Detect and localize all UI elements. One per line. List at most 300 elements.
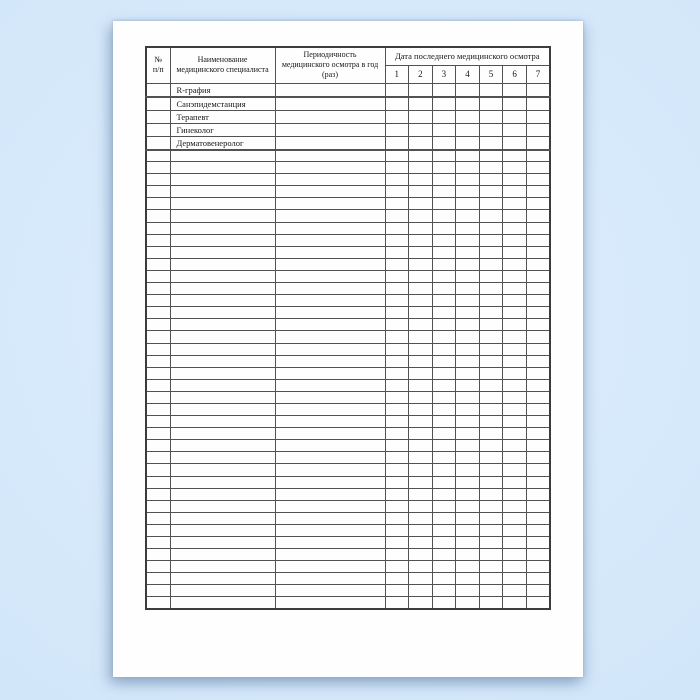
cell-date xyxy=(385,500,409,512)
cell-date xyxy=(385,464,409,476)
cell-date xyxy=(432,488,456,500)
table-row xyxy=(146,343,550,355)
cell-date xyxy=(526,500,550,512)
cell-specialist xyxy=(170,403,275,415)
table-row xyxy=(146,597,550,609)
cell-specialist xyxy=(170,295,275,307)
cell-date xyxy=(385,246,409,258)
cell-date xyxy=(479,319,503,331)
cell-date xyxy=(385,186,409,198)
cell-date xyxy=(526,355,550,367)
header-row-top xyxy=(146,47,550,65)
cell-date xyxy=(526,343,550,355)
medical-exam-table xyxy=(145,46,551,610)
cell-num xyxy=(146,110,170,123)
cell-date xyxy=(503,549,527,561)
cell-num xyxy=(146,573,170,585)
cell-num xyxy=(146,97,170,111)
table-row xyxy=(146,210,550,222)
cell-date xyxy=(526,283,550,295)
cell-periodicity xyxy=(275,524,385,536)
cell-date xyxy=(432,150,456,162)
cell-date xyxy=(479,537,503,549)
cell-date xyxy=(526,428,550,440)
cell-num xyxy=(146,222,170,234)
cell-date xyxy=(503,186,527,198)
cell-date xyxy=(479,150,503,162)
cell-specialist: Гинеколог xyxy=(170,123,275,136)
cell-num xyxy=(146,379,170,391)
cell-date xyxy=(526,162,550,174)
cell-date xyxy=(526,307,550,319)
cell-date xyxy=(456,110,480,123)
cell-date xyxy=(503,452,527,464)
cell-periodicity xyxy=(275,500,385,512)
cell-date xyxy=(526,246,550,258)
table-row xyxy=(146,561,550,573)
cell-date xyxy=(409,367,433,379)
cell-date xyxy=(503,283,527,295)
cell-date xyxy=(526,198,550,210)
cell-date xyxy=(503,561,527,573)
cell-date xyxy=(432,198,456,210)
table-row xyxy=(146,258,550,270)
table-row xyxy=(146,97,550,111)
cell-periodicity xyxy=(275,295,385,307)
cell-date xyxy=(503,246,527,258)
cell-date xyxy=(456,150,480,162)
table-row xyxy=(146,331,550,343)
table-row xyxy=(146,500,550,512)
cell-date xyxy=(503,403,527,415)
cell-date xyxy=(526,367,550,379)
cell-periodicity xyxy=(275,476,385,488)
cell-date xyxy=(385,136,409,150)
cell-date xyxy=(479,222,503,234)
cell-date xyxy=(526,97,550,111)
cell-date xyxy=(456,416,480,428)
cell-date xyxy=(385,561,409,573)
cell-date xyxy=(409,110,433,123)
cell-date xyxy=(479,295,503,307)
cell-num xyxy=(146,270,170,282)
cell-date xyxy=(479,123,503,136)
cell-periodicity xyxy=(275,198,385,210)
cell-date xyxy=(385,97,409,111)
cell-specialist xyxy=(170,488,275,500)
cell-date xyxy=(526,537,550,549)
header-date-col: 7 xyxy=(526,65,550,83)
cell-date xyxy=(432,343,456,355)
cell-date xyxy=(456,585,480,597)
cell-num xyxy=(146,561,170,573)
cell-date xyxy=(479,573,503,585)
cell-date xyxy=(526,222,550,234)
cell-date xyxy=(409,174,433,186)
table-row xyxy=(146,367,550,379)
cell-date xyxy=(409,379,433,391)
cell-date xyxy=(432,464,456,476)
cell-date xyxy=(503,391,527,403)
cell-date xyxy=(503,331,527,343)
cell-specialist xyxy=(170,512,275,524)
header-num: № п/п xyxy=(146,47,170,83)
cell-specialist xyxy=(170,524,275,536)
cell-periodicity xyxy=(275,258,385,270)
cell-specialist xyxy=(170,319,275,331)
cell-specialist xyxy=(170,198,275,210)
cell-specialist xyxy=(170,452,275,464)
cell-specialist xyxy=(170,234,275,246)
cell-date xyxy=(432,597,456,609)
cell-periodicity xyxy=(275,391,385,403)
table-row xyxy=(146,585,550,597)
cell-date xyxy=(503,307,527,319)
cell-num xyxy=(146,331,170,343)
cell-date xyxy=(409,283,433,295)
cell-num xyxy=(146,488,170,500)
cell-date xyxy=(432,476,456,488)
cell-date xyxy=(409,123,433,136)
cell-date xyxy=(526,136,550,150)
cell-date xyxy=(503,573,527,585)
cell-num xyxy=(146,343,170,355)
cell-periodicity xyxy=(275,561,385,573)
table-row xyxy=(146,549,550,561)
cell-date xyxy=(503,537,527,549)
cell-date xyxy=(385,270,409,282)
cell-date xyxy=(503,597,527,609)
table-row xyxy=(146,476,550,488)
cell-date xyxy=(409,585,433,597)
cell-date xyxy=(432,319,456,331)
cell-date xyxy=(385,162,409,174)
cell-date xyxy=(526,391,550,403)
table-row xyxy=(146,110,550,123)
cell-date xyxy=(432,283,456,295)
cell-periodicity xyxy=(275,440,385,452)
cell-date xyxy=(409,428,433,440)
cell-date xyxy=(503,379,527,391)
cell-specialist xyxy=(170,270,275,282)
cell-periodicity xyxy=(275,97,385,111)
cell-date xyxy=(456,367,480,379)
cell-date xyxy=(409,258,433,270)
table-row xyxy=(146,537,550,549)
table-row xyxy=(146,416,550,428)
cell-date xyxy=(385,416,409,428)
cell-periodicity xyxy=(275,83,385,97)
table-row xyxy=(146,573,550,585)
cell-date xyxy=(526,549,550,561)
cell-date xyxy=(456,512,480,524)
cell-periodicity xyxy=(275,136,385,150)
cell-date xyxy=(479,258,503,270)
cell-periodicity xyxy=(275,162,385,174)
table-row xyxy=(146,391,550,403)
cell-periodicity xyxy=(275,222,385,234)
cell-date xyxy=(432,258,456,270)
cell-date xyxy=(432,234,456,246)
cell-date xyxy=(526,524,550,536)
cell-date xyxy=(479,331,503,343)
header-date-col: 6 xyxy=(503,65,527,83)
table-row xyxy=(146,136,550,150)
cell-date xyxy=(432,549,456,561)
cell-periodicity xyxy=(275,549,385,561)
table-row xyxy=(146,428,550,440)
cell-date xyxy=(503,319,527,331)
table-row xyxy=(146,512,550,524)
table-row xyxy=(146,234,550,246)
cell-num xyxy=(146,295,170,307)
cell-date xyxy=(385,476,409,488)
cell-date xyxy=(479,391,503,403)
cell-num xyxy=(146,319,170,331)
cell-date xyxy=(479,367,503,379)
cell-date xyxy=(432,270,456,282)
cell-date xyxy=(432,379,456,391)
cell-date xyxy=(432,295,456,307)
cell-date xyxy=(526,174,550,186)
cell-date xyxy=(526,476,550,488)
cell-periodicity xyxy=(275,234,385,246)
cell-date xyxy=(409,136,433,150)
cell-date xyxy=(479,270,503,282)
cell-date xyxy=(456,488,480,500)
cell-date xyxy=(526,210,550,222)
cell-date xyxy=(503,428,527,440)
cell-date xyxy=(456,452,480,464)
cell-periodicity xyxy=(275,174,385,186)
cell-date xyxy=(456,464,480,476)
cell-date xyxy=(503,585,527,597)
cell-periodicity xyxy=(275,150,385,162)
cell-specialist xyxy=(170,585,275,597)
cell-date xyxy=(409,307,433,319)
cell-num xyxy=(146,391,170,403)
cell-date xyxy=(385,123,409,136)
cell-date xyxy=(503,97,527,111)
cell-date xyxy=(503,488,527,500)
cell-date xyxy=(432,355,456,367)
cell-date xyxy=(479,549,503,561)
cell-date xyxy=(503,476,527,488)
table-row xyxy=(146,403,550,415)
cell-date xyxy=(409,186,433,198)
cell-date xyxy=(503,174,527,186)
cell-date xyxy=(385,234,409,246)
cell-date xyxy=(432,573,456,585)
cell-date xyxy=(456,210,480,222)
cell-periodicity xyxy=(275,283,385,295)
cell-date xyxy=(432,83,456,97)
cell-date xyxy=(479,597,503,609)
cell-date xyxy=(409,343,433,355)
cell-date xyxy=(432,222,456,234)
cell-date xyxy=(432,440,456,452)
header-specialist-name: Наименование медицинского специалиста xyxy=(170,47,275,83)
cell-date xyxy=(456,222,480,234)
cell-periodicity xyxy=(275,210,385,222)
cell-date xyxy=(503,222,527,234)
cell-date xyxy=(503,464,527,476)
cell-date xyxy=(479,343,503,355)
table-row xyxy=(146,222,550,234)
cell-date xyxy=(526,403,550,415)
table-row xyxy=(146,295,550,307)
cell-date xyxy=(526,83,550,97)
cell-date xyxy=(385,307,409,319)
cell-periodicity xyxy=(275,270,385,282)
cell-num xyxy=(146,428,170,440)
cell-date xyxy=(526,234,550,246)
cell-date xyxy=(385,150,409,162)
cell-specialist xyxy=(170,597,275,609)
cell-date xyxy=(456,524,480,536)
cell-date xyxy=(456,428,480,440)
cell-num xyxy=(146,83,170,97)
cell-date xyxy=(479,283,503,295)
cell-date xyxy=(385,110,409,123)
cell-date xyxy=(432,561,456,573)
cell-num xyxy=(146,210,170,222)
cell-num xyxy=(146,136,170,150)
cell-specialist xyxy=(170,150,275,162)
table-body xyxy=(146,83,550,609)
cell-num xyxy=(146,174,170,186)
cell-specialist xyxy=(170,367,275,379)
table-row xyxy=(146,452,550,464)
cell-date xyxy=(409,416,433,428)
cell-date xyxy=(456,97,480,111)
cell-periodicity xyxy=(275,597,385,609)
cell-date xyxy=(432,391,456,403)
cell-periodicity xyxy=(275,537,385,549)
cell-date xyxy=(409,150,433,162)
table-row xyxy=(146,524,550,536)
cell-date xyxy=(456,331,480,343)
cell-specialist: R-графия xyxy=(170,83,275,97)
cell-date xyxy=(503,500,527,512)
cell-periodicity xyxy=(275,512,385,524)
cell-date xyxy=(385,512,409,524)
cell-periodicity xyxy=(275,367,385,379)
table-row xyxy=(146,198,550,210)
cell-date xyxy=(503,343,527,355)
header-date-col: 2 xyxy=(409,65,433,83)
cell-date xyxy=(409,331,433,343)
cell-date xyxy=(385,585,409,597)
cell-date xyxy=(479,198,503,210)
cell-date xyxy=(503,123,527,136)
cell-date xyxy=(503,162,527,174)
cell-date xyxy=(456,573,480,585)
cell-date xyxy=(526,150,550,162)
cell-periodicity xyxy=(275,428,385,440)
cell-date xyxy=(479,512,503,524)
cell-date xyxy=(479,416,503,428)
table-row xyxy=(146,283,550,295)
cell-date xyxy=(479,428,503,440)
cell-date xyxy=(526,464,550,476)
cell-date xyxy=(385,379,409,391)
cell-date xyxy=(526,416,550,428)
cell-date xyxy=(456,476,480,488)
cell-num xyxy=(146,246,170,258)
cell-date xyxy=(385,319,409,331)
cell-periodicity xyxy=(275,246,385,258)
cell-date xyxy=(432,186,456,198)
cell-date xyxy=(479,452,503,464)
cell-date xyxy=(409,476,433,488)
table-row xyxy=(146,83,550,97)
header-last-exam-date-group: Дата последнего медицинского осмотра xyxy=(385,47,550,65)
cell-num xyxy=(146,585,170,597)
table-row xyxy=(146,162,550,174)
table-row xyxy=(146,150,550,162)
cell-date xyxy=(503,136,527,150)
cell-specialist: Дерматовенеролог xyxy=(170,136,275,150)
cell-num xyxy=(146,162,170,174)
table-row xyxy=(146,319,550,331)
cell-date xyxy=(526,295,550,307)
cell-date xyxy=(479,110,503,123)
cell-date xyxy=(503,440,527,452)
cell-periodicity xyxy=(275,343,385,355)
cell-date xyxy=(409,524,433,536)
cell-date xyxy=(526,452,550,464)
cell-date xyxy=(385,210,409,222)
cell-date xyxy=(432,537,456,549)
cell-date xyxy=(456,391,480,403)
cell-date xyxy=(385,549,409,561)
cell-num xyxy=(146,198,170,210)
table-row xyxy=(146,488,550,500)
cell-date xyxy=(479,186,503,198)
cell-specialist xyxy=(170,222,275,234)
cell-date xyxy=(409,512,433,524)
cell-date xyxy=(503,210,527,222)
cell-specialist xyxy=(170,162,275,174)
table-row xyxy=(146,355,550,367)
cell-date xyxy=(526,270,550,282)
cell-date xyxy=(432,403,456,415)
cell-date xyxy=(503,295,527,307)
cell-date xyxy=(526,597,550,609)
cell-date xyxy=(409,295,433,307)
cell-date xyxy=(409,403,433,415)
cell-specialist xyxy=(170,573,275,585)
cell-date xyxy=(526,331,550,343)
cell-date xyxy=(432,500,456,512)
cell-date xyxy=(479,488,503,500)
cell-date xyxy=(479,246,503,258)
cell-specialist xyxy=(170,561,275,573)
cell-date xyxy=(456,343,480,355)
cell-specialist xyxy=(170,258,275,270)
cell-specialist xyxy=(170,428,275,440)
cell-date xyxy=(526,186,550,198)
cell-date xyxy=(456,123,480,136)
cell-specialist: Терапевт xyxy=(170,110,275,123)
cell-date xyxy=(526,319,550,331)
cell-date xyxy=(385,222,409,234)
cell-date xyxy=(385,573,409,585)
cell-date xyxy=(456,258,480,270)
cell-date xyxy=(456,549,480,561)
cell-date xyxy=(409,97,433,111)
